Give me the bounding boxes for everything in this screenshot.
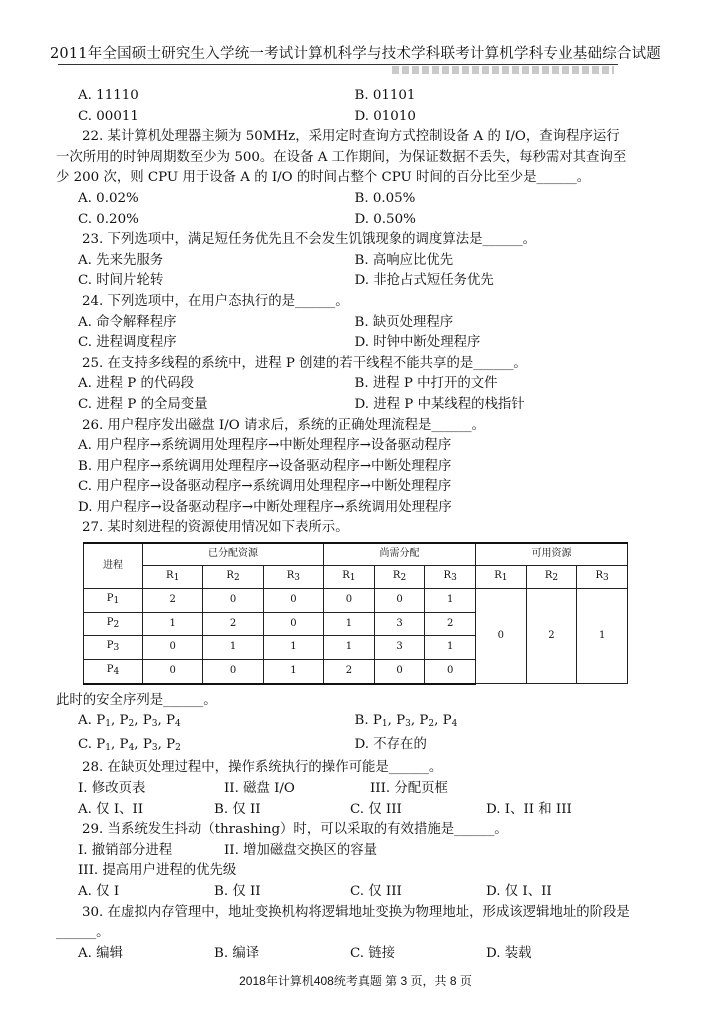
q21-option-d: D. 01010 bbox=[354, 108, 416, 124]
alloc-cell: 1 bbox=[143, 612, 203, 636]
th-res bbox=[425, 565, 476, 589]
process-letter: P bbox=[106, 640, 114, 652]
res-letter: R bbox=[166, 569, 174, 581]
th-res bbox=[324, 565, 375, 589]
q22-options-row-1 bbox=[56, 189, 631, 210]
q28-statement-3: III. 分配页框 bbox=[370, 781, 448, 796]
available-cell: 1 bbox=[577, 589, 628, 684]
q28-text: 28. 在缺页处理过程中，操作系统执行的操作可能是______。 bbox=[82, 760, 443, 776]
th-process: 进程 bbox=[84, 543, 143, 589]
resource-table bbox=[83, 542, 628, 685]
seq-sub: 2 bbox=[128, 719, 135, 730]
res-sub: 2 bbox=[400, 572, 407, 583]
q26-option-b: B. 用户程序→系统调用处理程序→设备驱动程序→中断处理程序 bbox=[78, 458, 452, 474]
alloc-cell: 2 bbox=[203, 612, 263, 636]
res-sub: 2 bbox=[552, 572, 559, 583]
header-divider bbox=[58, 64, 618, 65]
available-cell: 0 bbox=[476, 589, 527, 684]
page-footer: 2018年计算机408统考真题 第 3 页，共 8 页 bbox=[239, 974, 472, 988]
res-sub: 3 bbox=[451, 572, 457, 583]
q23-option-c: C. 时间片轮转 bbox=[78, 273, 164, 289]
seq-p: P bbox=[119, 736, 129, 752]
table-row bbox=[84, 589, 628, 613]
alloc-cell: 0 bbox=[203, 660, 263, 684]
need-cell: 1 bbox=[324, 612, 375, 636]
th-allocated: 已分配资源 bbox=[143, 543, 324, 565]
th-res bbox=[203, 565, 263, 589]
res-sub: 3 bbox=[603, 572, 609, 583]
q24-options-row-1 bbox=[56, 313, 631, 334]
res-letter: R bbox=[392, 569, 401, 581]
res-letter: R bbox=[443, 569, 452, 581]
q22-option-b: B. 0.05% bbox=[354, 190, 416, 206]
q23-option-b: B. 高响应比优先 bbox=[354, 252, 454, 268]
q25-text: 25. 在支持多线程的系统中，进程 P 创建的若干线程不能共享的是______。 bbox=[82, 355, 527, 371]
seq-p: P bbox=[165, 713, 175, 729]
q21-options-row-2 bbox=[56, 107, 631, 128]
q26-option-d: D. 用户程序→设备驱动程序→中断处理程序→系统调用处理程序 bbox=[78, 499, 452, 515]
q28-statement-2: II. 磁盘 I/O bbox=[224, 781, 295, 796]
header-decoration bbox=[392, 66, 614, 74]
q24-option-d: D. 时钟中断处理程序 bbox=[354, 335, 481, 351]
q21-options-row-1 bbox=[56, 86, 631, 107]
q25-option-b: B. 进程 P 中打开的文件 bbox=[354, 376, 498, 392]
th-need: 尚需分配 bbox=[324, 543, 476, 565]
q25-option-d: D. 进程 P 中某线程的栈指针 bbox=[354, 396, 525, 412]
q26-option-c: C. 用户程序→设备驱动程序→系统调用处理程序→中断处理程序 bbox=[78, 479, 452, 495]
alloc-cell: 0 bbox=[263, 612, 323, 636]
process-letter: P bbox=[106, 616, 114, 628]
process-sub: 1 bbox=[113, 596, 120, 607]
q23-text: 23. 下列选项中，满足短任务优先且不会发生饥饿现象的调度算法是______。 bbox=[82, 232, 537, 248]
q28-statements bbox=[56, 779, 631, 800]
q23-option-d: D. 非抢占式短任务优先 bbox=[354, 273, 494, 289]
seq-sub: 2 bbox=[428, 719, 435, 730]
res-letter: R bbox=[544, 569, 553, 581]
need-cell: 3 bbox=[374, 612, 425, 636]
th-available: 可用资源 bbox=[476, 543, 628, 565]
seq-p: P bbox=[442, 713, 452, 729]
available-cell: 2 bbox=[526, 589, 577, 684]
q27-options-row-2 bbox=[56, 735, 631, 759]
seq-sub: 4 bbox=[175, 719, 181, 730]
q30-option-a: A. 编辑 bbox=[78, 945, 123, 961]
process-cell bbox=[84, 589, 143, 613]
q27-c-label: C. bbox=[78, 736, 97, 752]
process-sub: 3 bbox=[113, 643, 120, 654]
q30-options bbox=[56, 944, 631, 965]
q29-statement-3: III. 提高用户进程的优先级 bbox=[78, 863, 237, 879]
th-res bbox=[476, 565, 527, 589]
q23-option-a: A. 先来先服务 bbox=[78, 252, 164, 268]
seq-sub: 1 bbox=[105, 742, 112, 753]
seq-sub: 2 bbox=[175, 742, 181, 753]
q30-option-c: C. 链接 bbox=[350, 945, 396, 961]
q22-text: 22. 某计算机处理器主频为 50MHz，采用定时查询方式控制设备 A 的 I/O，查询程序运行一次所用的时钟周期数至少为 500。在设备 A 工作期间，为保证数据不丢失，每秒需对其查询至少 200 次，则 CPU 用于设备 A 的 I/O 的时间占整个 CPU 时间的百分比至少是______。 bbox=[56, 129, 627, 186]
seq-p: P bbox=[372, 713, 382, 729]
th-res bbox=[143, 565, 203, 589]
q22-option-a: A. 0.02% bbox=[78, 190, 139, 206]
q29-text: 29. 当系统发生抖动（thrashing）时，可以采取的有效措施是______。 bbox=[82, 822, 508, 838]
seq-p: P bbox=[142, 736, 152, 752]
need-cell: 2 bbox=[425, 612, 476, 636]
th-res bbox=[263, 565, 323, 589]
process-sub: 4 bbox=[113, 667, 120, 678]
q27-option-c: C. $P_1$, $P_4$, $P_3$, $P_2$ bbox=[78, 736, 181, 753]
q21-option-c: C. 00011 bbox=[78, 108, 139, 124]
need-cell: 2 bbox=[324, 660, 375, 684]
process-cell bbox=[84, 636, 143, 660]
q29-statements bbox=[56, 841, 631, 862]
need-cell: 0 bbox=[324, 589, 375, 613]
q29-option-b: B. 仅 II bbox=[214, 883, 261, 899]
process-letter: P bbox=[106, 664, 114, 676]
seq-p: P bbox=[396, 713, 406, 729]
alloc-cell: 0 bbox=[263, 589, 323, 613]
alloc-cell: 1 bbox=[263, 660, 323, 684]
q23-options-row-2 bbox=[56, 271, 631, 292]
q22-options-row-2 bbox=[56, 210, 631, 231]
res-sub: 3 bbox=[294, 572, 301, 583]
q30-option-d: D. 装载 bbox=[486, 945, 532, 961]
q27-option-b: B. $P_1$, $P_3$, $P_2$, $P_4$ bbox=[354, 713, 458, 730]
q25-options-row-2 bbox=[56, 395, 631, 416]
seq-p: P bbox=[419, 713, 429, 729]
q29-statement-2: II. 增加磁盘交换区的容量 bbox=[224, 842, 377, 858]
alloc-cell: 0 bbox=[143, 636, 203, 660]
th-res bbox=[577, 565, 628, 589]
need-cell: 0 bbox=[374, 660, 425, 684]
table-header-row-1 bbox=[84, 543, 628, 565]
q22-option-d: D. 0.50% bbox=[354, 211, 416, 227]
seq-sub: 1 bbox=[105, 719, 111, 730]
q28-option-c: C. 仅 III bbox=[350, 801, 402, 817]
alloc-cell: 1 bbox=[203, 636, 263, 660]
q28-option-d: D. I、II 和 III bbox=[486, 801, 572, 817]
process-cell bbox=[84, 612, 143, 636]
seq-p: P bbox=[142, 713, 152, 729]
q25-options-row-1 bbox=[56, 374, 631, 395]
alloc-cell: 0 bbox=[143, 660, 203, 684]
need-cell: 1 bbox=[324, 636, 375, 660]
seq-sub: 1 bbox=[381, 719, 388, 730]
q26-text: 26. 用户程序发出磁盘 I/O 请求后，系统的正确处理流程是______。 bbox=[82, 417, 485, 433]
seq-p: P bbox=[96, 736, 106, 752]
process-letter: P bbox=[106, 593, 114, 605]
q24-option-a: A. 命令解释程序 bbox=[78, 314, 177, 330]
res-letter: R bbox=[494, 569, 502, 581]
q27-option-d: D. 不存在的 bbox=[354, 736, 427, 752]
q26-option-a: A. 用户程序→系统调用处理程序→中断处理程序→设备驱动程序 bbox=[78, 438, 452, 454]
seq-p: P bbox=[119, 713, 129, 729]
q21-option-a: A. 11110 bbox=[78, 88, 139, 103]
alloc-cell: 2 bbox=[143, 589, 203, 613]
q29-option-c: C. 仅 III bbox=[350, 883, 402, 899]
th-res bbox=[526, 565, 577, 589]
need-cell: 3 bbox=[374, 636, 425, 660]
q27-text: 27. 某时刻进程的资源使用情况如下表所示。 bbox=[82, 520, 349, 536]
q27-option-a: A. $P_1$, $P_2$, $P_3$, $P_4$ bbox=[78, 713, 181, 730]
q30-option-b: B. 编译 bbox=[214, 945, 260, 961]
q24-text: 24. 下列选项中，在用户态执行的是______。 bbox=[82, 293, 349, 309]
process-cell bbox=[84, 660, 143, 684]
q28-options bbox=[56, 800, 631, 821]
th-res bbox=[374, 565, 425, 589]
res-sub: 1 bbox=[173, 572, 180, 583]
seq-p: P bbox=[96, 713, 106, 729]
q25-option-a: A. 进程 P 的代码段 bbox=[78, 376, 195, 392]
seq-p: P bbox=[166, 736, 176, 752]
q28-statement-1: I. 修改页表 bbox=[78, 781, 146, 796]
q25-option-c: C. 进程 P 的全局变量 bbox=[78, 396, 208, 412]
res-letter: R bbox=[286, 569, 295, 581]
exam-header-title: 2011年全国硕士研究生入学统一考试计算机科学与技术学科联考计算机学科专业基础综合试题 bbox=[50, 46, 661, 62]
seq-sub: 4 bbox=[128, 742, 135, 753]
q28-option-a: A. 仅 I、II bbox=[78, 801, 144, 817]
q27-b-label: B. bbox=[354, 713, 373, 729]
q21-option-b: B. 01101 bbox=[354, 88, 416, 103]
res-sub: 1 bbox=[501, 572, 508, 583]
q28-option-b: B. 仅 II bbox=[214, 801, 261, 817]
q24-option-b: B. 缺页处理程序 bbox=[354, 314, 454, 330]
need-cell: 1 bbox=[425, 636, 476, 660]
need-cell: 1 bbox=[425, 589, 476, 613]
q22-option-c: C. 0.20% bbox=[78, 211, 139, 227]
q24-options-row-2 bbox=[56, 333, 631, 354]
seq-sub: 3 bbox=[151, 719, 158, 730]
seq-sub: 3 bbox=[405, 719, 411, 730]
exam-page bbox=[56, 86, 631, 964]
alloc-cell: 1 bbox=[263, 636, 323, 660]
q24-option-c: C. 进程调度程序 bbox=[78, 335, 177, 351]
need-cell: 0 bbox=[425, 660, 476, 684]
q27-after-text: 此时的安全序列是______。 bbox=[56, 692, 217, 708]
q27-options-row-1 bbox=[56, 711, 631, 735]
q29-option-a: A. 仅 I bbox=[78, 883, 120, 899]
res-letter: R bbox=[342, 569, 350, 581]
q27-a-label: A. bbox=[78, 713, 97, 729]
q29-options bbox=[56, 882, 631, 903]
alloc-cell: 0 bbox=[203, 589, 263, 613]
seq-sub: 3 bbox=[151, 742, 158, 753]
table-header-row-2 bbox=[84, 565, 628, 589]
q29-option-d: D. 仅 I、II bbox=[486, 883, 552, 899]
need-cell: 0 bbox=[374, 589, 425, 613]
res-sub: 2 bbox=[233, 572, 240, 583]
q30-text: 30. 在虚拟内存管理中，地址变换机构将逻辑地址变换为物理地址，形成该逻辑地址的阶段是______。 bbox=[56, 904, 630, 941]
seq-sub: 4 bbox=[451, 719, 458, 730]
res-sub: 1 bbox=[349, 572, 356, 583]
res-letter: R bbox=[595, 569, 604, 581]
q23-options-row-1 bbox=[56, 251, 631, 272]
res-letter: R bbox=[226, 569, 234, 581]
process-sub: 2 bbox=[113, 619, 120, 630]
q29-statement-1: I. 撤销部分进程 bbox=[78, 842, 173, 858]
